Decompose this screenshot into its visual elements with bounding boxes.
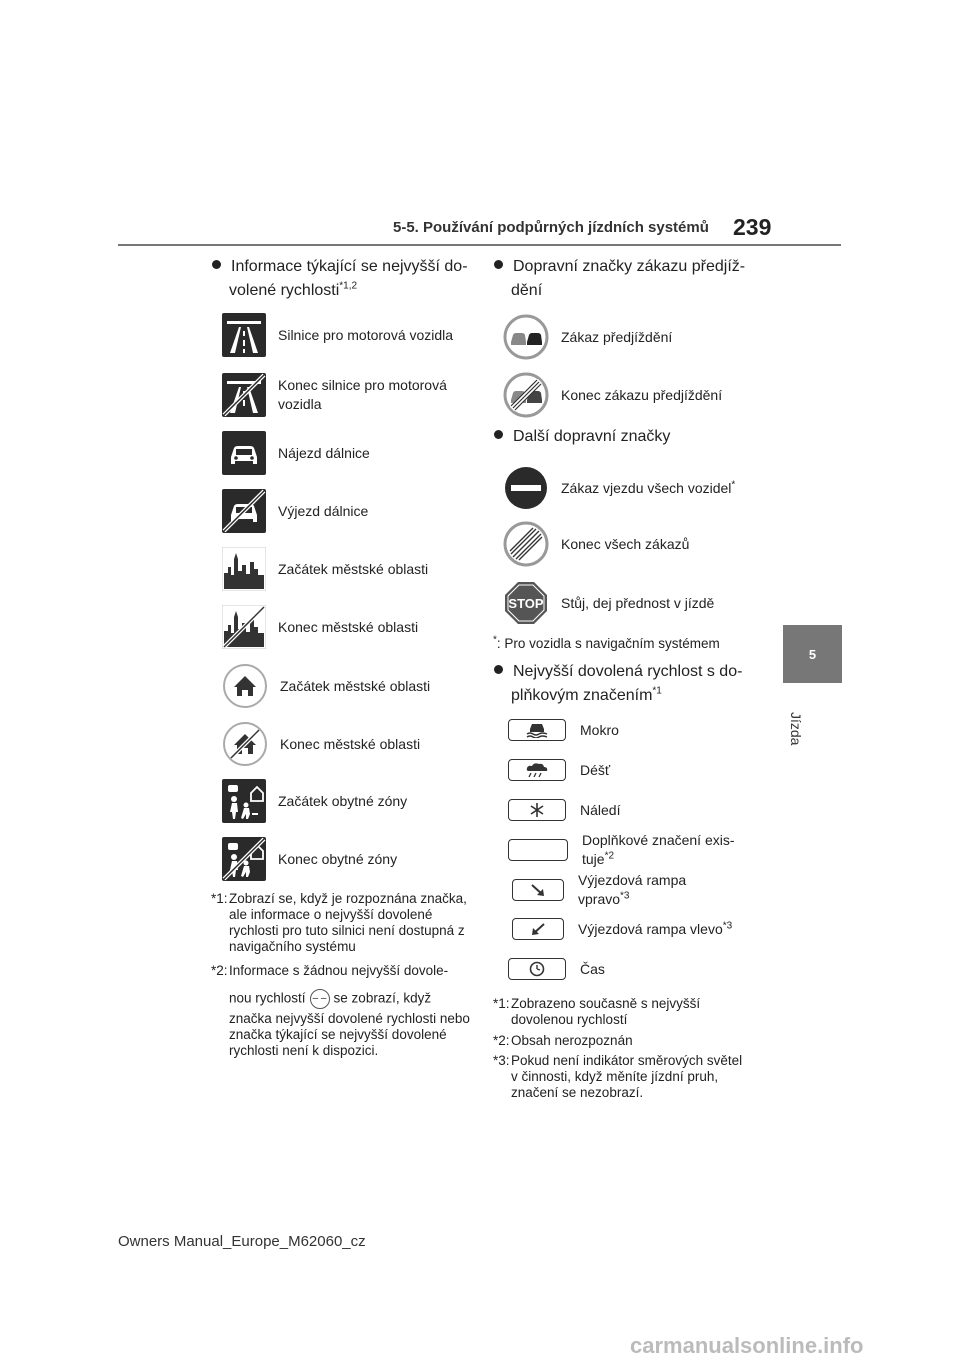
item-label: Výjezd dálnice [278,502,369,519]
arrow-down-right-icon [512,879,564,901]
no-overtaking-icon [503,314,549,360]
item-label: Zákaz předjíždění [561,328,673,345]
footnote-marker: *1: [493,996,510,1011]
list-item [508,831,735,869]
item-label: Mokro [580,721,619,738]
watermark: carmanualsonline.info [630,1333,864,1358]
footnote-text: značka nejvyšší dovolené rychlosti nebo značka týkající se nejvyšší dovolené rychlosti není k dispozici. [229,1011,470,1058]
item-label: Silnice pro motorová vozidla [278,326,454,343]
list-item [512,918,732,940]
footnote-text: Informace s žádnou nejvyšší dovole- [229,963,449,978]
rain-icon [508,759,566,781]
footnote-text: Zobrazí se, když je rozpoznána značka, ale informace o nejvyšší dovolené rychlosti pro tuto silnici není dostupná z navigačního systému [229,891,467,954]
item-label: Konec všech zákazů [561,535,690,552]
footnote-text: Zobrazeno současně s nejvyšší dovolenou rychlostí [511,996,701,1027]
urban-start-house-icon [222,663,268,709]
list-item [503,521,689,567]
item-label: Doplňkové značení exis- tuje$^{*2}$ [582,832,735,867]
list-item [508,799,620,821]
item-label: Výjezdová rampa vpravo$^{*3}$ [578,872,687,907]
ice-icon [508,799,566,821]
footer-text: Owners Manual_Europe_M62060_cz [118,1233,366,1250]
list-item [222,547,428,591]
list-item [503,372,722,418]
list-item [222,605,418,649]
list-item [508,719,619,741]
item-label: Náledí [580,801,621,818]
footnote-marker: *1: [211,891,228,906]
section-title: 5-5. Používání podpůrných jízdních systémů [393,219,709,236]
list-item [503,465,735,511]
urban-start-icon [222,547,266,591]
item-label: Konec městské oblasti [278,618,419,635]
item-label: Konec městské oblasti [280,735,421,752]
stop-sign-icon [503,580,549,626]
urban-end-icon [222,605,266,649]
bullet-icon [494,430,503,439]
footnote-text: Pokud není indikátor směrových světel v činnosti, když měníte jízdní pruh, značení se nezobrazí. [511,1053,743,1100]
list-item [222,313,453,357]
list-item [508,759,610,781]
list-item [512,871,686,909]
bullet-icon [494,665,503,674]
arrow-down-left-icon [512,918,564,940]
footnote-marker: *2: [211,963,228,978]
no-overtaking-heading: Dopravní značky zákazu předjíž- dění [494,255,754,303]
item-label: Konec obytné zóny [278,850,398,867]
list-item [222,779,407,823]
item-label: Výjezdová rampa vlevo$^{*3}$ [578,919,733,937]
list-item [222,837,397,881]
bullet-icon [212,260,221,269]
item-label: Nájezd dálnice [278,444,370,461]
footnote-text: se zobrazí, když [333,990,432,1006]
urban-end-house-icon [222,721,268,767]
footnote-text: Obsah nerozpoznán [511,1033,633,1048]
clock-icon [508,958,566,980]
footnote-marker: *2: [493,1033,510,1048]
other-signs-heading: Další dopravní značky [494,425,754,449]
item-label: Déšť [580,761,611,778]
left-section-heading: Informace týkající se nejvyšší do- volené rychlosti$^{*1,2}$ [212,255,472,303]
footnote-marker: *3: [493,1053,510,1068]
highway-exit-icon [222,489,266,533]
list-item [503,314,672,360]
motorway-icon [222,313,266,357]
list-item [508,958,605,980]
navigation-footnote: *: Pro vozidla s navigačním systémem [493,634,720,651]
blank-plate-icon [508,839,568,861]
list-item [503,580,714,626]
supplementary-heading: Nejvyšší dovolená rychlost s do- plňkovým značením$^{*1}$ [494,660,754,708]
stop-text: STOP [508,596,544,611]
item-label: Zákaz vjezdu všech vozidel* [561,478,736,496]
item-label: Konec silnice pro motorová vozidla [278,377,447,412]
item-label: Čas [580,960,605,977]
item-label: Stůj, dej přednost v jízdě [561,594,715,611]
chapter-tab[interactable] [783,625,842,683]
end-no-overtaking-icon [503,372,549,418]
no-limit-icon: – – [310,989,330,1009]
footnote-text: nou rychlostí [229,990,306,1006]
living-zone-icon [222,779,266,823]
wet-road-icon [508,719,566,741]
highway-entry-icon [222,431,266,475]
end-living-zone-icon [222,837,266,881]
list-item [222,373,468,417]
list-item [222,489,368,533]
end-motorway-icon [222,373,266,417]
bullet-icon [494,260,503,269]
header-divider [118,244,841,246]
chapter-label: Jízda [788,712,804,746]
item-label: Začátek obytné zóny [278,792,408,809]
item-label: Začátek městské oblasti [280,677,431,694]
item-label: Začátek městské oblasti [278,560,429,577]
list-item [222,431,370,475]
chapter-number: 5 [808,646,817,662]
list-item [222,721,420,767]
no-entry-icon [503,465,549,511]
page-number: 239 [733,214,772,240]
item-label: Konec zákazu předjíždění [561,386,723,403]
list-item [222,663,430,709]
end-all-restrictions-icon [503,521,549,567]
